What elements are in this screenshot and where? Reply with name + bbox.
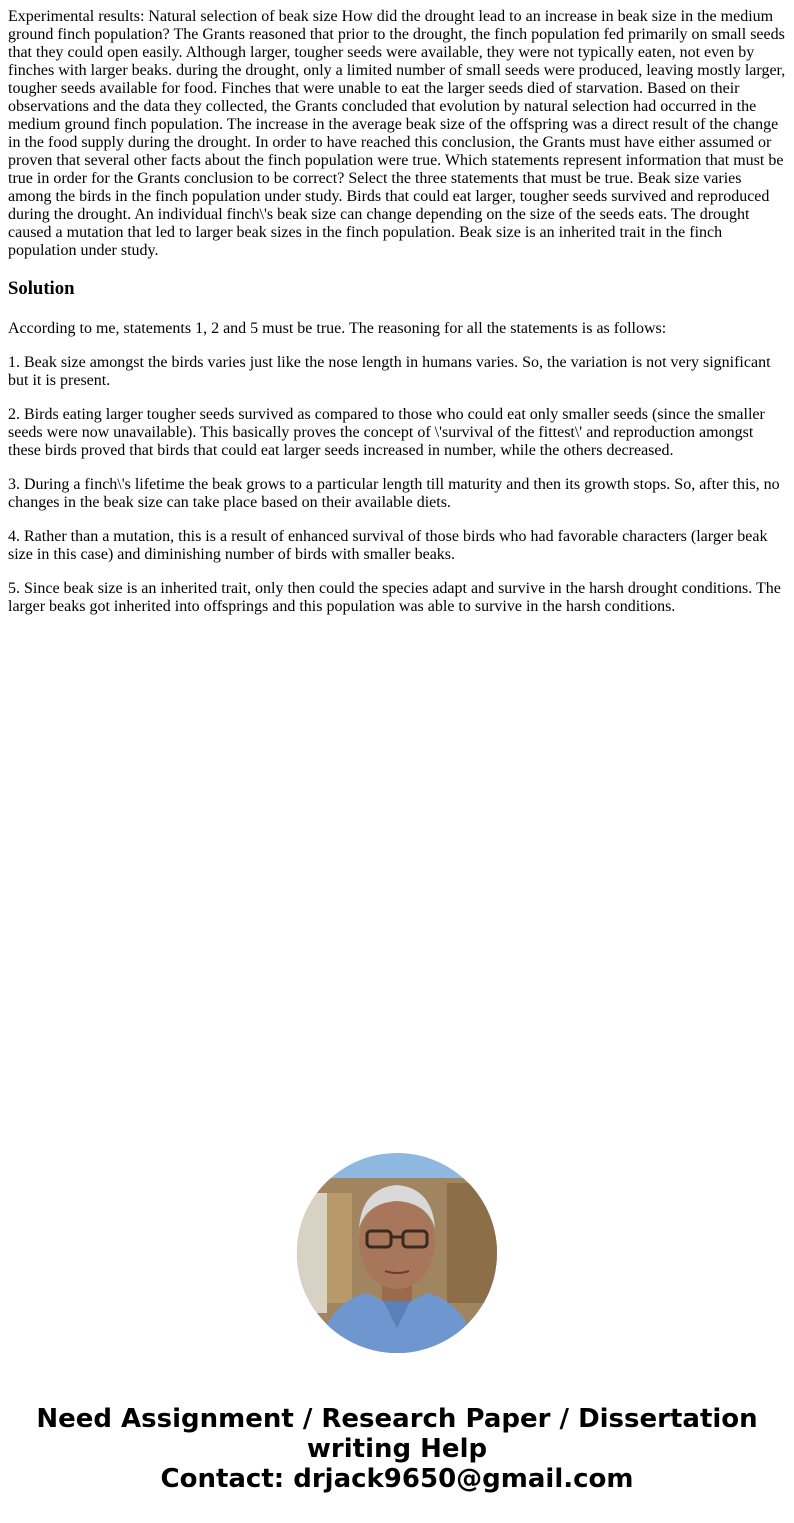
promo-banner bbox=[0, 1404, 794, 1494]
question-text: Experimental results: Natural selection of beak size How did the drought lead to an increase in beak size in the medium ground finch population? The Grants reasoned that prior to the drought, the finch population fed primarily on small seeds that they could open easily. Although larger, tougher seeds were available, they were not typically eaten, not even by finches with larger beaks. during the drought, only a limited number of small seeds were produced, leaving mostly larger, tougher seeds available for food. Finches that were unable to eat the larger seeds died of starvation. Based on their observations and the data they collected, the Grants concluded that evolution by natural selection had occurred in the medium ground finch population. The increase in the average beak size of the offspring was a direct result of the change in the food supply during the drought. In order to have reached this conclusion, the Grants must have either assumed or proven that several other facts about the finch population were true. Which statements represent information that must be true in order for the Grants conclusion to be correct? Select the three statements that must be true. Beak size varies among the birds in the finch population under study. Birds that could eat larger, tougher seeds survived and reproduced during the drought. An individual finch\'s beak size can change depending on the size of the seeds eats. The drought caused a mutation that led to larger beak sizes in the finch population. Beak size is an inherited trait in the finch population under study. bbox=[8, 8, 786, 259]
document-body bbox=[8, 8, 786, 632]
solution-point-1: 1. Beak size amongst the birds varies just like the nose length in humans varies. So, the variation is not very significant but it is present. bbox=[8, 354, 771, 389]
promo-line-2: writing Help bbox=[306, 1434, 488, 1464]
person-photo-icon bbox=[297, 1153, 497, 1353]
promo-line-1: Need Assignment / Research Paper / Dissertation bbox=[36, 1404, 758, 1434]
solution-point-4: 4. Rather than a mutation, this is a result of enhanced survival of those birds who had favorable characters (larger beak size in this case) and diminishing number of birds with smaller beaks. bbox=[8, 528, 768, 563]
promo-contact: Contact: drjack9650@gmail.com bbox=[160, 1464, 634, 1494]
solution-point-3: 3. During a finch\'s lifetime the beak grows to a particular length till maturity and then its growth stops. So, after this, no changes in the beak size can take place based on their available diets. bbox=[8, 476, 780, 511]
author-avatar bbox=[297, 1153, 497, 1353]
solution-heading: Solution bbox=[8, 278, 75, 299]
solution-point-5: 5. Since beak size is an inherited trait, only then could the species adapt and survive in the harsh drought conditions. The larger beaks got inherited into offsprings and this population was able to survive in the harsh conditions. bbox=[8, 580, 781, 615]
solution-point-2: 2. Birds eating larger tougher seeds survived as compared to those who could eat only smaller seeds (since the smaller seeds were now unavailable). This basically proves the concept of \'survival of the fittest\' and reproduction amongst these birds proved that birds that could eat larger seeds increased in number, while the others decreased. bbox=[8, 406, 765, 459]
solution-intro: According to me, statements 1, 2 and 5 must be true. The reasoning for all the statements is as follows: bbox=[8, 320, 667, 337]
